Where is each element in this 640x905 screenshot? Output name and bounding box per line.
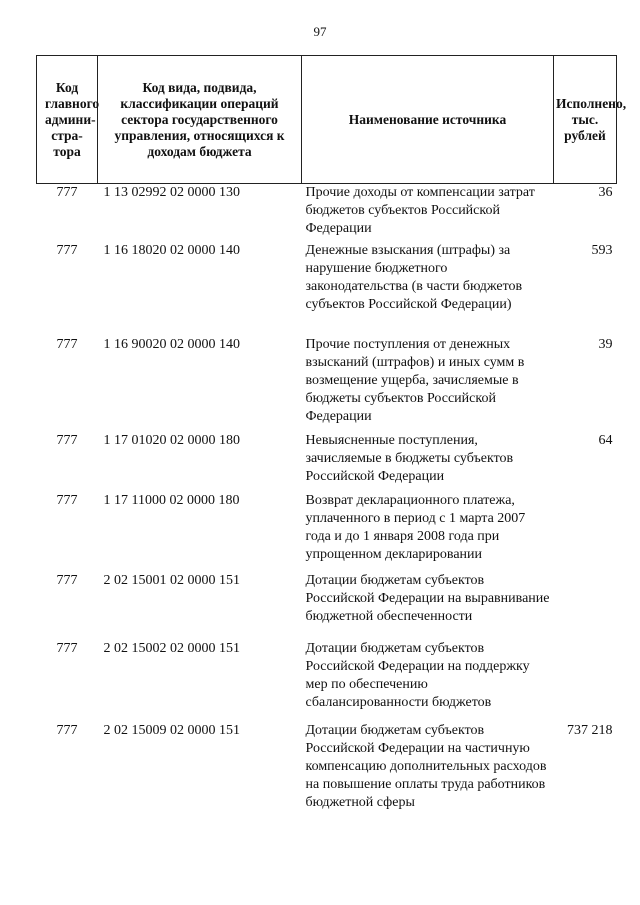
row-amount: 64 <box>598 432 613 448</box>
table-header-row <box>37 56 617 184</box>
row-amount <box>554 572 617 640</box>
row-budget-code: 1 17 01020 02 0000 180 <box>103 432 240 448</box>
revenue-table <box>36 55 627 812</box>
row-source-name: Возврат декларационного платежа, уплаченного в период с 1 марта 2007 года и до 1 января 2008 года при упрощенном декларировании <box>305 492 526 562</box>
row-admin-code: 777 <box>56 185 78 200</box>
table-row <box>37 336 617 432</box>
row-amount: 593 <box>591 242 613 258</box>
page-number: 97 <box>313 24 327 39</box>
row-source-name: Дотации бюджетам субъектов Российской Федерации на частичную компенсацию дополнительных расходов на повышение оплаты труда работников бюджетной сферы <box>305 722 547 810</box>
row-amount: 36 <box>598 185 613 200</box>
row-budget-code: 2 02 15002 02 0000 151 <box>103 640 240 656</box>
row-budget-code: 1 13 02992 02 0000 130 <box>103 185 240 200</box>
row-budget-code: 2 02 15001 02 0000 151 <box>103 572 240 588</box>
row-admin-code: 777 <box>56 492 78 508</box>
row-admin-code: 777 <box>56 572 78 588</box>
row-admin-code: 777 <box>56 722 78 738</box>
header-amount: Исполнено, тыс. рублей <box>554 56 617 184</box>
row-source-name: Дотации бюджетам субъектов Российской Федерации на выравнивание бюджетной обеспеченности <box>305 572 550 624</box>
row-amount <box>554 640 617 722</box>
row-amount <box>554 492 617 572</box>
row-source-name: Денежные взыскания (штрафы) за нарушение бюджетного законодательства (в части бюджетов субъектов Российской Федерации) <box>305 242 523 312</box>
row-admin-code: 777 <box>56 242 78 258</box>
row-amount: 39 <box>598 336 613 352</box>
row-source-name: Прочие доходы от компенсации затрат бюджетов субъектов Российской Федерации <box>305 185 535 236</box>
row-source-name: Дотации бюджетам субъектов Российской Федерации на поддержку мер по обеспечению сбалансированности бюджетов <box>305 640 530 710</box>
header-admin-code: Код главного админи-стра-тора <box>37 56 98 184</box>
header-budget-code: Код вида, подвида, классификации операций сектора государственного управления, относящихся к доходам бюджета <box>98 56 302 184</box>
row-budget-code: 2 02 15009 02 0000 151 <box>103 722 240 738</box>
header-source-name: Наименование источника <box>302 56 554 184</box>
row-admin-code: 777 <box>56 432 78 448</box>
row-source-name: Невыясненные поступления, зачисляемые в бюджеты субъектов Российской Федерации <box>305 432 514 484</box>
row-budget-code: 1 17 11000 02 0000 180 <box>103 492 240 508</box>
row-admin-code: 777 <box>56 336 78 352</box>
table-row <box>37 492 617 572</box>
row-admin-code: 777 <box>56 640 78 656</box>
row-budget-code: 1 16 90020 02 0000 140 <box>103 336 240 352</box>
table-row <box>37 432 617 492</box>
table-row <box>37 572 617 640</box>
table-row <box>37 640 617 722</box>
row-source-name: Прочие поступления от денежных взысканий (штрафов) и иных сумм в возмещение ущерба, зачисляемые в бюджеты субъектов Российской Федерации <box>305 336 525 424</box>
row-amount: 737 218 <box>567 722 613 738</box>
row-budget-code: 1 16 18020 02 0000 140 <box>103 242 240 258</box>
table-row <box>37 722 617 812</box>
table-row <box>37 184 617 242</box>
table-row <box>37 242 617 336</box>
